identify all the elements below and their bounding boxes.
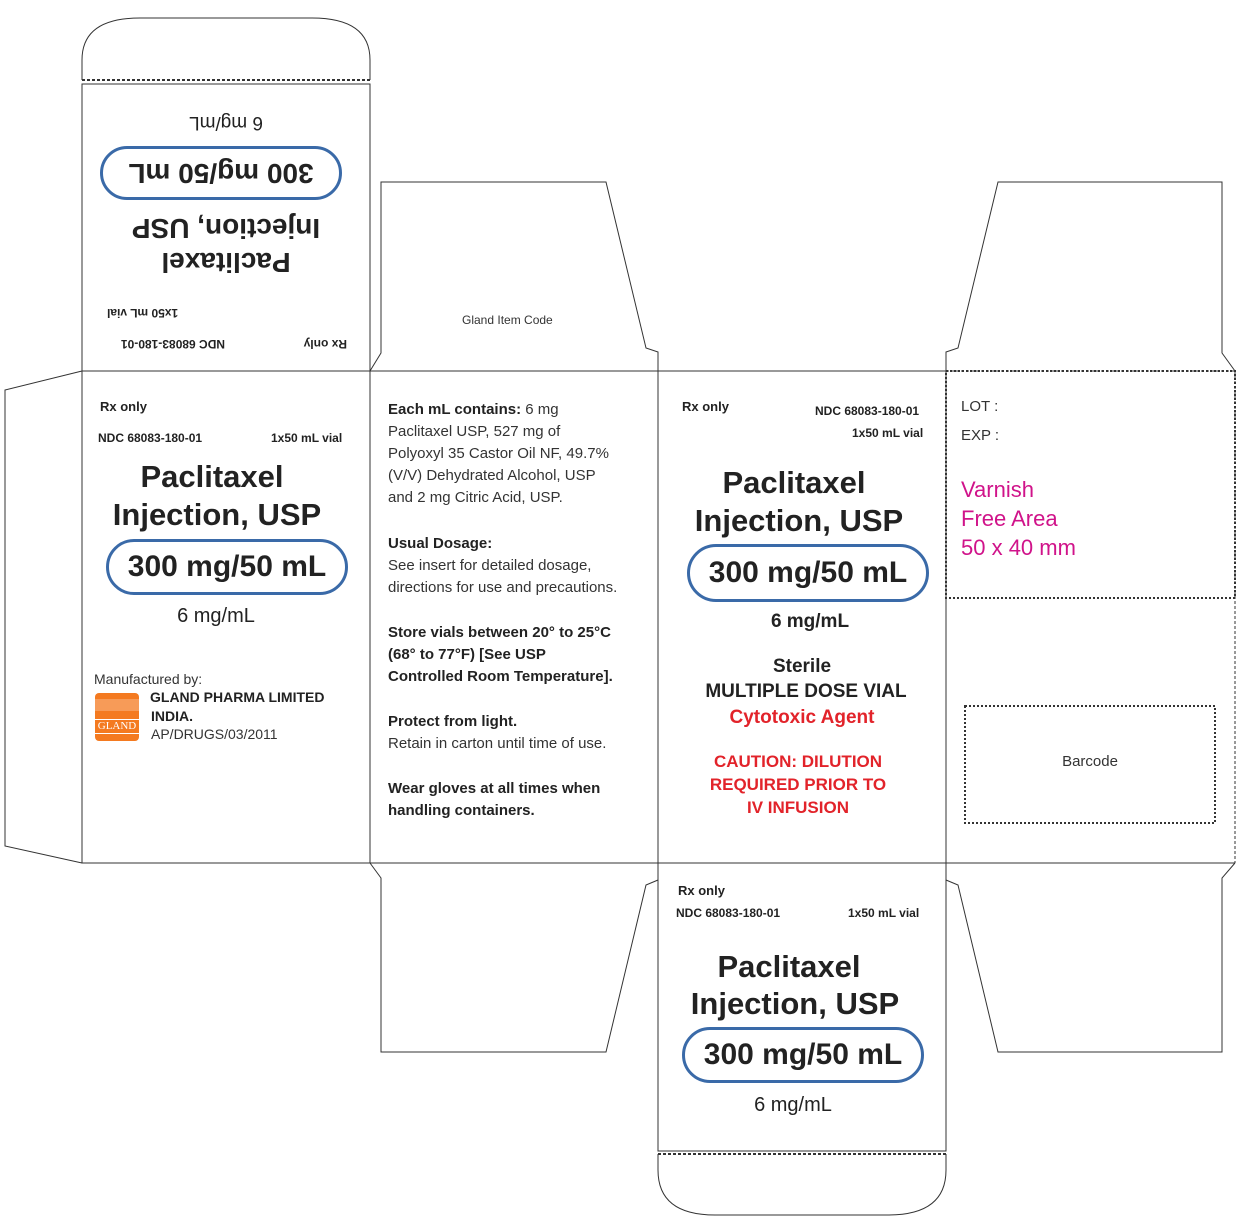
- light-block: [388, 711, 650, 755]
- left-product-title-line1: Paclitaxel: [140, 459, 284, 494]
- caution-line: IV INFUSION: [746, 798, 849, 817]
- left-strength-badge: 300 mg/50 mL: [106, 539, 348, 595]
- varnish-line: 50 x 40 mm: [961, 535, 1076, 560]
- dosage-block: [388, 533, 650, 599]
- front-strength-badge: 300 mg/50 mL: [687, 544, 929, 602]
- barcode-placeholder: Barcode: [1062, 753, 1118, 770]
- storage-block: [388, 622, 650, 688]
- front-product-title-line2: Injection, USP: [694, 503, 904, 538]
- storage-line: Store vials between 20° to 25°C: [388, 624, 611, 641]
- multiple-dose-label: MULTIPLE DOSE VIAL: [705, 681, 907, 702]
- bottom-strength-badge: 300 mg/50 mL: [682, 1027, 924, 1083]
- lot-label: LOT :: [961, 398, 999, 415]
- composition-line: and 2 mg Citric Acid, USP.: [388, 489, 563, 506]
- top-flap-vial-count: 1x50 mL vial: [107, 306, 179, 320]
- cytotoxic-label: Cytotoxic Agent: [729, 707, 875, 728]
- front-concentration: 6 mg/mL: [770, 611, 850, 632]
- gland-logo: [95, 693, 139, 741]
- front-product-title-line1: Paclitaxel: [722, 465, 866, 500]
- caution-line: REQUIRED PRIOR TO: [709, 775, 887, 794]
- storage-line: (68° to 77°F) [See USP: [388, 646, 546, 663]
- strength-badge: 300 mg/50 mL: [100, 146, 342, 200]
- left-concentration: 6 mg/mL: [177, 605, 255, 627]
- manufactured-by-label: Manufactured by:: [94, 671, 203, 687]
- left-product-title-line2: Injection, USP: [112, 497, 322, 532]
- composition-block: [388, 399, 650, 509]
- product-title-line2: Injection, USP: [131, 213, 321, 244]
- varnish-line: Varnish: [961, 477, 1034, 502]
- varnish-free-area: [961, 475, 1076, 562]
- composition-line: Polyoxyl 35 Castor Oil NF, 49.7%: [388, 445, 609, 462]
- caution-line: CAUTION: DILUTION: [713, 752, 883, 771]
- concentration: 6 mg/mL: [189, 112, 263, 133]
- varnish-line: Free Area: [961, 506, 1058, 531]
- light-label: Protect from light.: [388, 713, 518, 730]
- front-rx-only: Rx only: [682, 399, 729, 414]
- gland-item-code: Gland Item Code: [462, 313, 553, 327]
- front-ndc-code: NDC 68083-180-01: [815, 404, 920, 418]
- bottom-product-title-line1: Paclitaxel: [717, 949, 861, 984]
- bottom-product-title-line2: Injection, USP: [690, 986, 900, 1021]
- gland-logo-text: GLAND: [95, 719, 139, 734]
- left-vial-count: 1x50 mL vial: [271, 431, 343, 445]
- top-flap: [82, 84, 370, 371]
- dosage-label: Usual Dosage:: [388, 535, 493, 552]
- front-vial-count: 1x50 mL vial: [852, 426, 924, 440]
- dosage-line: directions for use and precautions.: [388, 579, 618, 596]
- company-name: GLAND PHARMA LIMITED: [150, 689, 325, 705]
- sterile-label: Sterile: [772, 656, 832, 677]
- composition-line: Paclitaxel USP, 527 mg of: [388, 423, 561, 440]
- bottom-vial-count: 1x50 mL vial: [848, 906, 920, 920]
- drug-license: AP/DRUGS/03/2011: [151, 726, 278, 742]
- bottom-concentration: 6 mg/mL: [754, 1094, 832, 1116]
- composition-label: Each mL contains:: [388, 401, 522, 418]
- left-ndc-code: NDC 68083-180-01: [98, 431, 203, 445]
- composition-first-line: [388, 399, 650, 421]
- caution-block: [658, 750, 938, 819]
- light-text: Retain in carton until time of use.: [388, 735, 607, 752]
- bottom-rx-only: Rx only: [678, 883, 725, 898]
- composition-dose: 6 mg: [521, 401, 559, 418]
- gloves-line: handling containers.: [388, 802, 535, 819]
- company-country: INDIA.: [151, 708, 193, 724]
- gloves-line: Wear gloves at all times when: [388, 780, 601, 797]
- exp-label: EXP :: [961, 427, 1000, 444]
- dosage-line: See insert for detailed dosage,: [388, 557, 592, 574]
- storage-line: Controlled Room Temperature].: [388, 668, 613, 685]
- rx-only: Rx only: [303, 337, 347, 351]
- left-rx-only: Rx only: [100, 399, 147, 414]
- product-title-line1: Paclitaxel: [161, 247, 291, 278]
- bottom-ndc-code: NDC 68083-180-01: [676, 906, 781, 920]
- gloves-block: [388, 778, 650, 822]
- ndc-code: NDC 68083-180-01: [120, 337, 225, 351]
- composition-line: (V/V) Dehydrated Alcohol, USP: [388, 467, 596, 484]
